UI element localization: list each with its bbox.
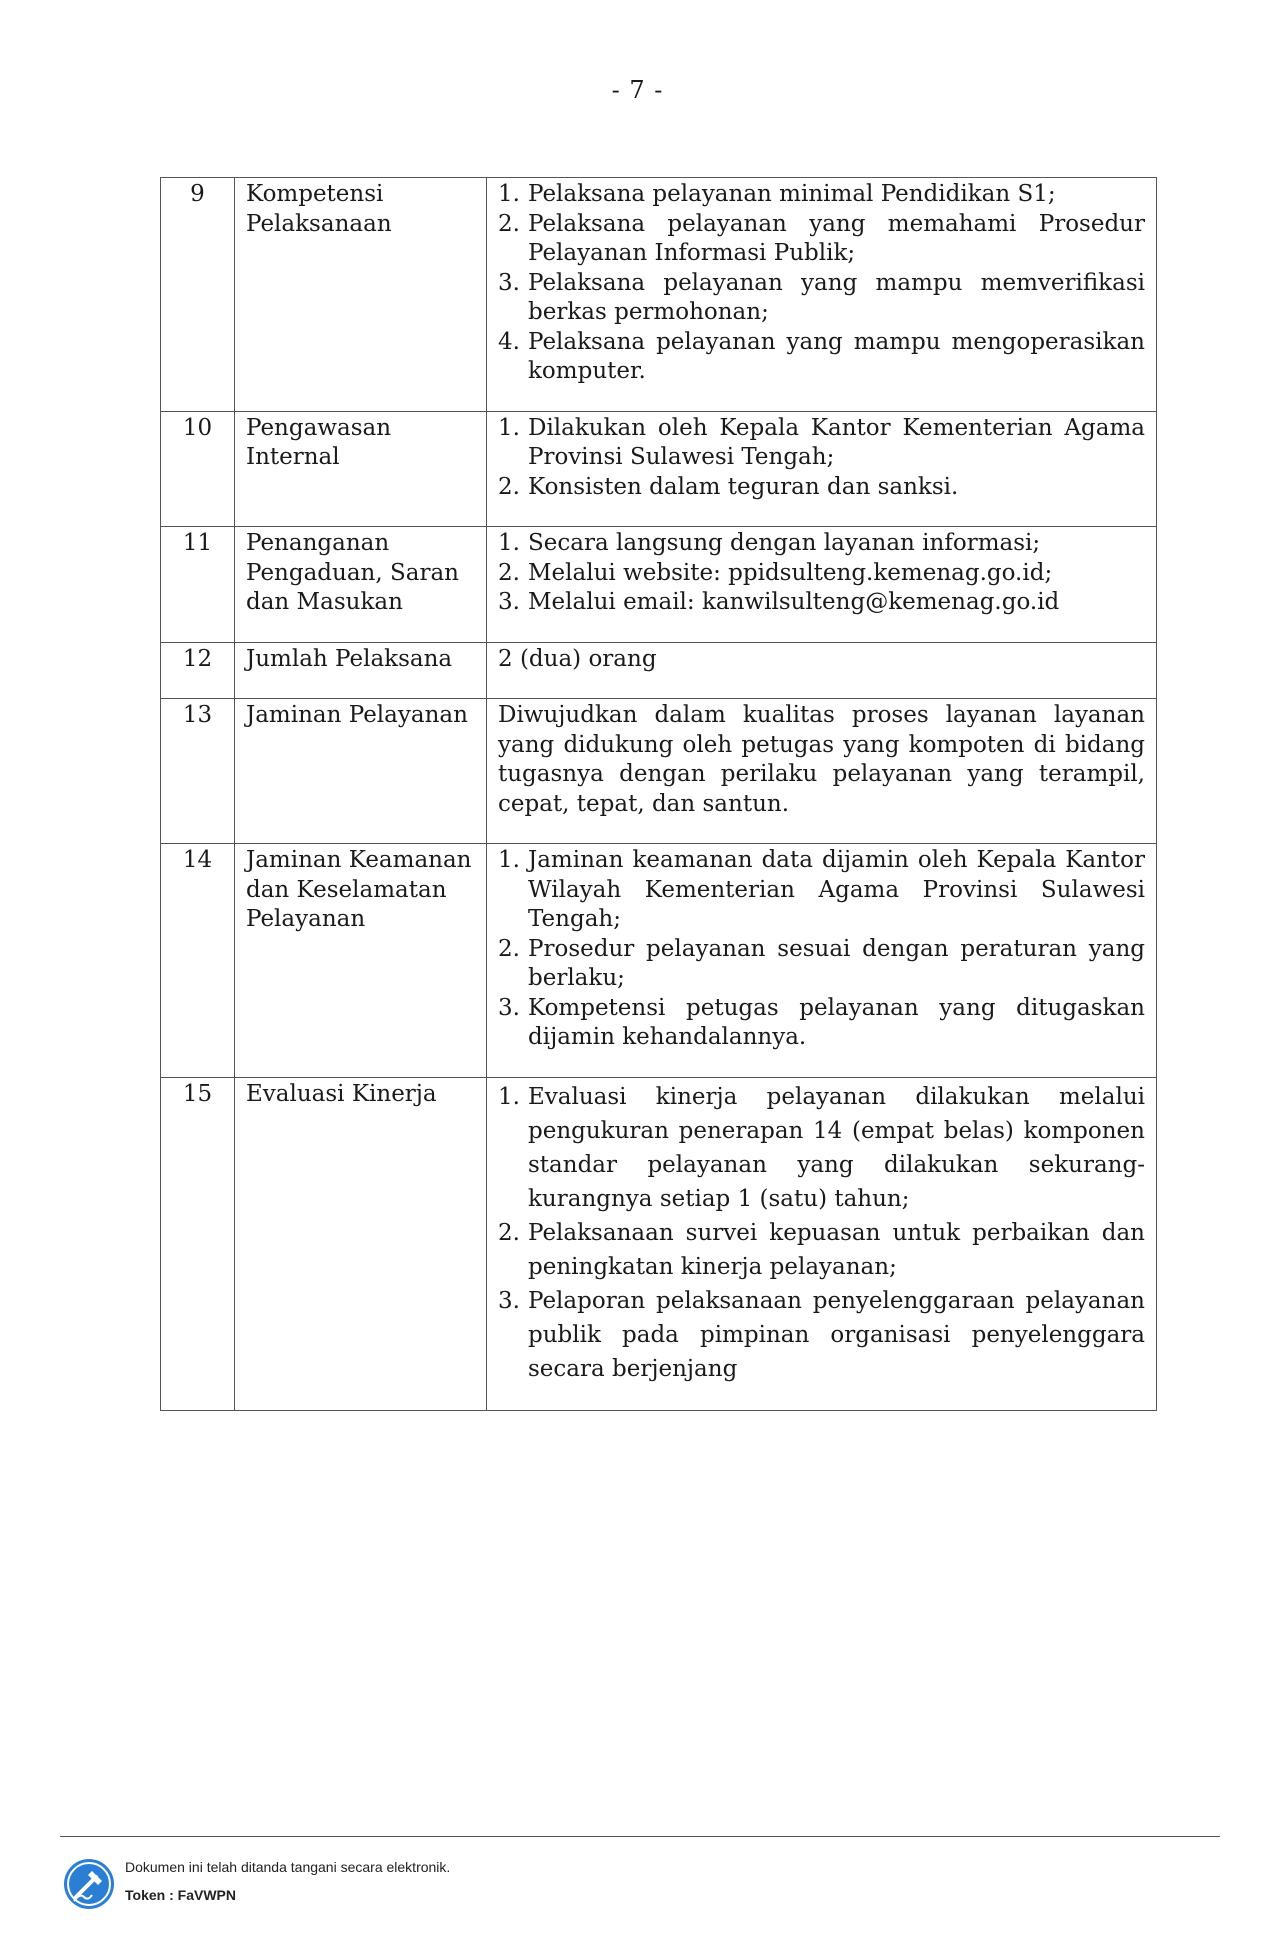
row-number: 12 xyxy=(161,642,235,699)
table-row xyxy=(161,178,1157,412)
component-content xyxy=(487,844,1157,1078)
list-item: 1. Evaluasi kinerja pelayanan dilakukan melalui pengukuran penerapan 14 (empat belas) komponen standar pelayanan yang dilakukan sekurang-kurangnya setiap 1 (satu) tahun; xyxy=(498,1083,1145,1212)
component-name: Kompetensi Pelaksanaan xyxy=(235,178,487,412)
list-item: 3. Kompetensi petugas pelayanan yang ditugaskan dijamin kehandalannya. xyxy=(498,994,1145,1050)
page-number: - 7 - xyxy=(611,76,664,104)
list-item: 2. Prosedur pelayanan sesuai dengan peraturan yang berlaku; xyxy=(498,935,1145,991)
table-row xyxy=(161,527,1157,643)
component-content xyxy=(487,1077,1157,1410)
list-item: 3. Pelaporan pelaksanaan penyelenggaraan pelayanan publik pada pimpinan organisasi penyelenggara secara berjenjang xyxy=(498,1287,1145,1382)
list-item: 1. Secara langsung dengan layanan informasi; xyxy=(498,530,1041,556)
e-signature-note: Dokumen ini telah ditanda tangani secara elektronik. xyxy=(125,1859,451,1875)
component-name: Pengawasan Internal xyxy=(235,411,487,527)
list-item: 2. Pelaksanaan survei kepuasan untuk perbaikan dan peningkatan kinerja pelayanan; xyxy=(498,1219,1145,1280)
row-number: 9 xyxy=(161,178,235,412)
list-item: 1. Jaminan keamanan data dijamin oleh Kepala Kantor Wilayah Kementerian Agama Provinsi Sulawesi Tengah; xyxy=(498,847,1145,932)
table-row xyxy=(161,699,1157,844)
list-item: 4. Pelaksana pelayanan yang mampu mengoperasikan komputer. xyxy=(498,328,1145,384)
footer-divider xyxy=(60,1836,1220,1837)
component-content xyxy=(487,411,1157,527)
numbered-list xyxy=(498,414,1145,503)
row-number: 10 xyxy=(161,411,235,527)
table-row xyxy=(161,642,1157,699)
list-item: 2. Melalui website: ppidsulteng.kemenag.go.id; xyxy=(498,559,1053,586)
component-name: Jaminan Keamanan dan Keselamatan Pelayanan xyxy=(235,844,487,1078)
component-content xyxy=(487,527,1157,643)
e-signature-seal-icon xyxy=(62,1857,116,1911)
signature-token xyxy=(125,1887,236,1903)
row-number: 14 xyxy=(161,844,235,1078)
component-name: Jaminan Pelayanan xyxy=(235,699,487,844)
token-value: FaVWPN xyxy=(177,1887,236,1903)
component-content: 2 (dua) orang xyxy=(487,642,1157,699)
component-name: Penanganan Pengaduan, Saran dan Masukan xyxy=(235,527,487,643)
numbered-list xyxy=(498,846,1145,1053)
list-item: 3. Pelaksana pelayanan yang mampu memverifikasi berkas permohonan; xyxy=(498,269,1145,325)
numbered-list xyxy=(498,180,1145,387)
numbered-list xyxy=(498,529,1145,618)
list-item: 1. Dilakukan oleh Kepala Kantor Kementerian Agama Provinsi Sulawesi Tengah; xyxy=(498,414,1145,470)
numbered-list xyxy=(498,1080,1145,1386)
component-content xyxy=(487,178,1157,412)
table-row xyxy=(161,411,1157,527)
component-name: Jumlah Pelaksana xyxy=(235,642,487,699)
table-row xyxy=(161,844,1157,1078)
token-label: Token : xyxy=(125,1887,178,1903)
list-item: 2. Pelaksana pelayanan yang memahami Prosedur Pelayanan Informasi Publik; xyxy=(498,210,1145,266)
row-number: 15 xyxy=(161,1077,235,1410)
service-standard-table xyxy=(160,177,1157,1411)
list-item: 2. Konsisten dalam teguran dan sanksi. xyxy=(498,473,959,500)
row-number: 11 xyxy=(161,527,235,643)
row-number: 13 xyxy=(161,699,235,844)
list-item: 3. Melalui email: kanwilsulteng@kemenag.go.id xyxy=(498,589,1060,615)
component-content: Diwujudkan dalam kualitas proses layanan layanan yang didukung oleh petugas yang kompoten di bidang tugasnya dengan perilaku pelayanan yang terampil, cepat, tepat, dan santun. xyxy=(487,699,1157,844)
table-row xyxy=(161,1077,1157,1410)
list-item: 1. Pelaksana pelayanan minimal Pendidikan S1; xyxy=(498,181,1056,207)
component-name: Evaluasi Kinerja xyxy=(235,1077,487,1410)
